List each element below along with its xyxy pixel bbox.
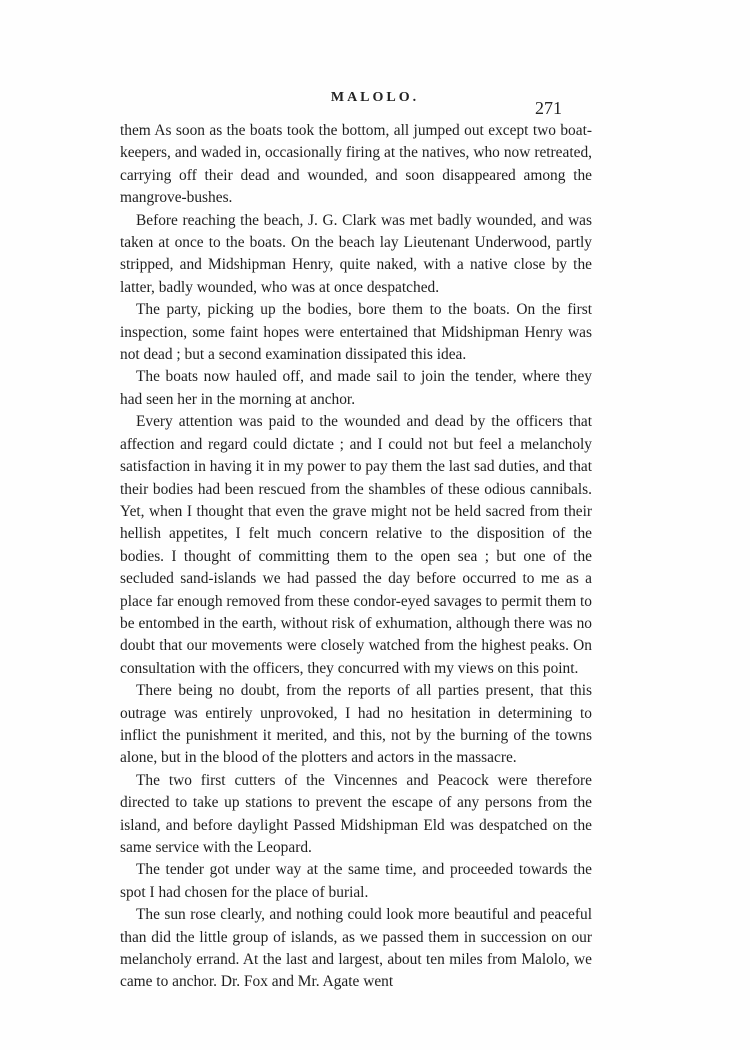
- paragraph: The two first cutters of the Vincennes and Peacock were therefore directed to take up stations to prevent the escape of any persons from the island, and before daylight Passed Midshipman Eld was despatched on the same service with the Leopard.: [120, 771, 592, 856]
- paragraph: There being no doubt, from the reports of all parties present, that this outrage was entirely unprovoked, I had no hesitation in determining to inflict the punishment it merited, and this, not by the burning of the towns alone, but in the blood of the plotters and actors in the massacre.: [120, 682, 592, 767]
- paragraph: Every attention was paid to the wounded and dead by the officers that affection and regard could dictate ; and I could not but feel a melancholy satisfaction in having it in my power to pay them the last sad duties, and that their bodies had been rescued from the shambles of these odious cannibals. Yet, when I thought that even the grave might not be held sacred from their hellish appetites, I felt much concern relative to the disposition of the bodies. I thought of committing them to the open sea ; but one of the secluded sand-islands we had passed the day before occurred to me as a place far enough removed from these condor-eyed savages to permit them to be entombed in the earth, without risk of exhumation, although there was no doubt that our movements were closely watched from the highest peaks. On consultation with the officers, they concurred with my views on this point.: [120, 413, 592, 677]
- paragraph: The boats now hauled off, and made sail to join the tender, where they had seen her in the morning at anchor.: [120, 368, 592, 408]
- body-text: [120, 120, 592, 994]
- page-number: 271: [535, 98, 562, 118]
- paragraph: them As soon as the boats took the bottom, all jumped out except two boat-keepers, and waded in, occasionally firing at the natives, who now retreated, carrying off their dead and wounded, and soon disappeared among the mangrove-bushes.: [120, 122, 592, 207]
- paragraph: The party, picking up the bodies, bore them to the boats. On the first inspection, some faint hopes were entertained that Midshipman Henry was not dead ; but a second examination dissipated this idea.: [120, 301, 592, 364]
- paragraph: The tender got under way at the same time, and proceeded towards the spot I had chosen for the place of burial.: [120, 861, 592, 901]
- running-title: MALOLO.: [330, 90, 420, 105]
- paragraph: The sun rose clearly, and nothing could look more beautiful and peaceful than did the little group of islands, as we passed them in succession on our melancholy errand. At the last and largest, about ten miles from Malolo, we came to anchor. Dr. Fox and Mr. Agate went: [120, 906, 592, 991]
- paragraph: Before reaching the beach, J. G. Clark was met badly wounded, and was taken at once to the boats. On the beach lay Lieutenant Underwood, partly stripped, and Midshipman Henry, quite naked, with a native close by the latter, badly wounded, who was at once despatched.: [120, 211, 592, 296]
